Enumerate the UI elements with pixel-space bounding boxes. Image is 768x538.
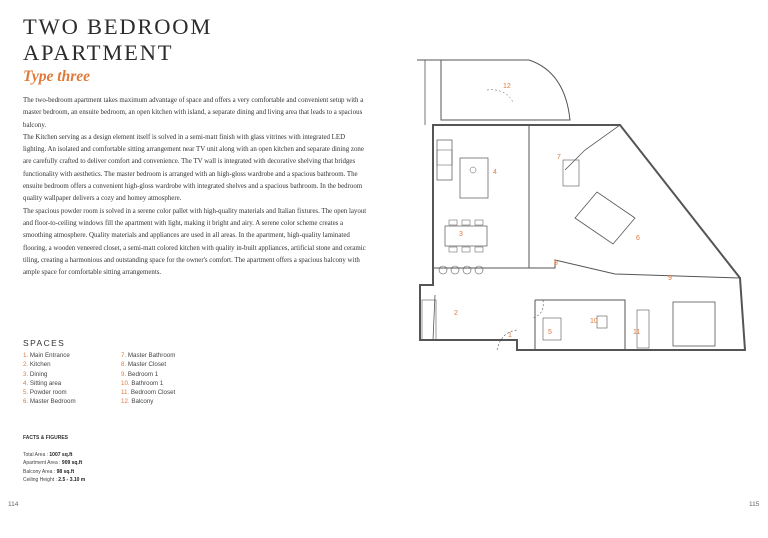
space-item bbox=[121, 370, 175, 379]
space-number: 3. bbox=[23, 370, 29, 378]
room-label-1: 1 bbox=[508, 332, 512, 339]
facts-list bbox=[23, 451, 85, 484]
space-number: 1. bbox=[23, 352, 29, 359]
sofa bbox=[437, 140, 452, 180]
fact-label: Total Area : bbox=[23, 452, 50, 458]
space-name: Dining bbox=[29, 370, 48, 378]
coffee-table bbox=[460, 158, 488, 198]
room-label-5: 5 bbox=[548, 329, 552, 336]
description-paragraph: The spacious powder room is solved in a serene color pallet with high-quality materials and Italian fixtures. The open layout and floor-to-ceiling windows fill the apartment with light, making it bright and airy. A serene color scheme creates a smoothing atmosphere. Quality materials and appliances are used in all areas. In the apartment, high-quality laminated flooring, a wooden veneered closet, a semi-matt colored kitchen with quality in-built appliances, artificial stone and ceramic tiling, creating a harmonious and outstanding space for the owner's comfort. The apartment offers a spacious balcony with ample space for comfortable sitting arrangements. bbox=[23, 207, 367, 277]
table-lamp bbox=[470, 167, 476, 173]
space-number: 10. bbox=[121, 379, 130, 387]
dining-chairs bbox=[449, 220, 483, 252]
space-number: 11. bbox=[121, 389, 130, 397]
room-label-8: 8 bbox=[554, 260, 558, 267]
fact-value: 1007 sq.ft bbox=[49, 452, 73, 458]
floor-plan bbox=[405, 50, 755, 370]
page-title bbox=[23, 14, 212, 66]
room-label-7: 7 bbox=[557, 154, 561, 161]
space-item bbox=[121, 360, 175, 369]
page-number-left: 114 bbox=[8, 501, 19, 508]
room-label-4: 4 bbox=[493, 169, 497, 176]
room-label-3: 3 bbox=[459, 231, 463, 238]
space-name: Balcony bbox=[131, 398, 154, 406]
spaces-heading: SPACES bbox=[23, 338, 66, 348]
exterior-wall bbox=[420, 125, 745, 350]
room-label-2: 2 bbox=[454, 310, 458, 317]
space-item bbox=[23, 370, 76, 379]
title-line-2: APARTMENT bbox=[23, 40, 174, 65]
space-name: Bedroom Closet bbox=[130, 389, 176, 397]
space-item bbox=[23, 351, 76, 360]
space-item bbox=[121, 388, 175, 397]
space-item bbox=[121, 397, 175, 406]
fact-label: Apartment Area : bbox=[23, 460, 62, 467]
space-name: Master Bathroom bbox=[127, 352, 176, 359]
armchair bbox=[437, 150, 452, 165]
interior-wall bbox=[433, 295, 435, 340]
page-subtitle: Type three bbox=[23, 68, 90, 85]
space-name: Sitting area bbox=[29, 379, 62, 387]
room-label-12: 12 bbox=[503, 83, 511, 90]
room-label-6: 6 bbox=[636, 235, 640, 242]
space-item bbox=[23, 360, 76, 369]
space-name: Kitchen bbox=[29, 361, 51, 369]
spaces-list-col-2 bbox=[121, 351, 175, 407]
fact-value: 909 sq.ft bbox=[61, 460, 83, 467]
balcony-door-arc bbox=[487, 90, 513, 102]
space-number: 2. bbox=[23, 361, 29, 369]
facts-heading: FACTS & FIGURES bbox=[23, 435, 69, 441]
interior-wall bbox=[535, 300, 625, 350]
description-paragraph: The Kitchen serving as a design element itself is solved in a semi-matt finish with glass vitrines with integrated LED lighting. An isolated and comfortable sitting arrangement near TV unit along with an open kitchen and separate dining zone are carefully crafted to deliver comfort and convenience. The TV wall is integrated with decorative shelving that bridges functionality with aesthetics. The master bedroom is arranged with an high-gloss wardrobe and a spacious bathroom. The ensuite bedroom offers a convenient high-gloss wardrobe with integrated shelves and a spacious bathroom. In the bedroom quality wallpaper delivers a cozy and homey atmosphere. bbox=[23, 133, 364, 203]
master-bed bbox=[575, 192, 635, 244]
bedroom-bed bbox=[673, 302, 715, 346]
room-label-9: 9 bbox=[668, 275, 672, 282]
space-number: 6. bbox=[23, 398, 29, 406]
dining-table bbox=[445, 226, 487, 246]
page-number-right: 115 bbox=[749, 501, 760, 508]
fact-label: Balcony Area : bbox=[23, 468, 57, 475]
space-name: Master Bedroom bbox=[29, 398, 76, 406]
interior-wall bbox=[433, 260, 740, 278]
room-label-11: 11 bbox=[633, 329, 641, 336]
fact-item bbox=[23, 451, 85, 459]
space-number: 5. bbox=[23, 389, 29, 397]
space-number: 8. bbox=[121, 361, 127, 369]
description bbox=[23, 95, 368, 279]
fact-value: 98 sq.ft bbox=[56, 468, 75, 475]
space-name: Master Closet bbox=[127, 361, 167, 369]
space-name: Bedroom 1 bbox=[127, 370, 159, 378]
room-label-10: 10 bbox=[590, 318, 598, 325]
space-number: 4. bbox=[23, 379, 29, 387]
kitchen-stools bbox=[439, 266, 483, 274]
interior-wall bbox=[565, 125, 620, 170]
fact-item bbox=[23, 476, 85, 484]
fact-label: Ceiling Height : bbox=[23, 476, 59, 483]
description-paragraph: The two-bedroom apartment takes maximum advantage of space and offers a very comfortable and convenient setup with a master bedroom, an ensuite bedroom, an open kitchen with island, a separate dining and living area that leads to a spacious balcony. bbox=[23, 97, 364, 129]
fact-item bbox=[23, 459, 85, 467]
space-name: Bathroom 1 bbox=[131, 379, 164, 387]
space-item bbox=[121, 351, 175, 360]
spaces-list-col-1 bbox=[23, 351, 76, 407]
space-item bbox=[121, 379, 175, 388]
space-number: 12. bbox=[121, 398, 130, 406]
space-number: 9. bbox=[121, 370, 127, 378]
space-item bbox=[23, 379, 76, 388]
space-name: Powder room bbox=[29, 389, 67, 397]
space-item bbox=[23, 397, 76, 406]
bathtub bbox=[543, 318, 561, 340]
space-name: Main Entrance bbox=[29, 352, 70, 359]
toilet bbox=[597, 316, 607, 328]
space-number: 7. bbox=[121, 352, 127, 359]
balcony-outline bbox=[417, 60, 570, 120]
fact-item bbox=[23, 468, 85, 476]
space-item bbox=[23, 388, 76, 397]
title-line-1: TWO BEDROOM bbox=[23, 14, 213, 39]
room-labels bbox=[454, 83, 672, 339]
fact-value: 2.5 - 3.10 m bbox=[58, 476, 86, 483]
